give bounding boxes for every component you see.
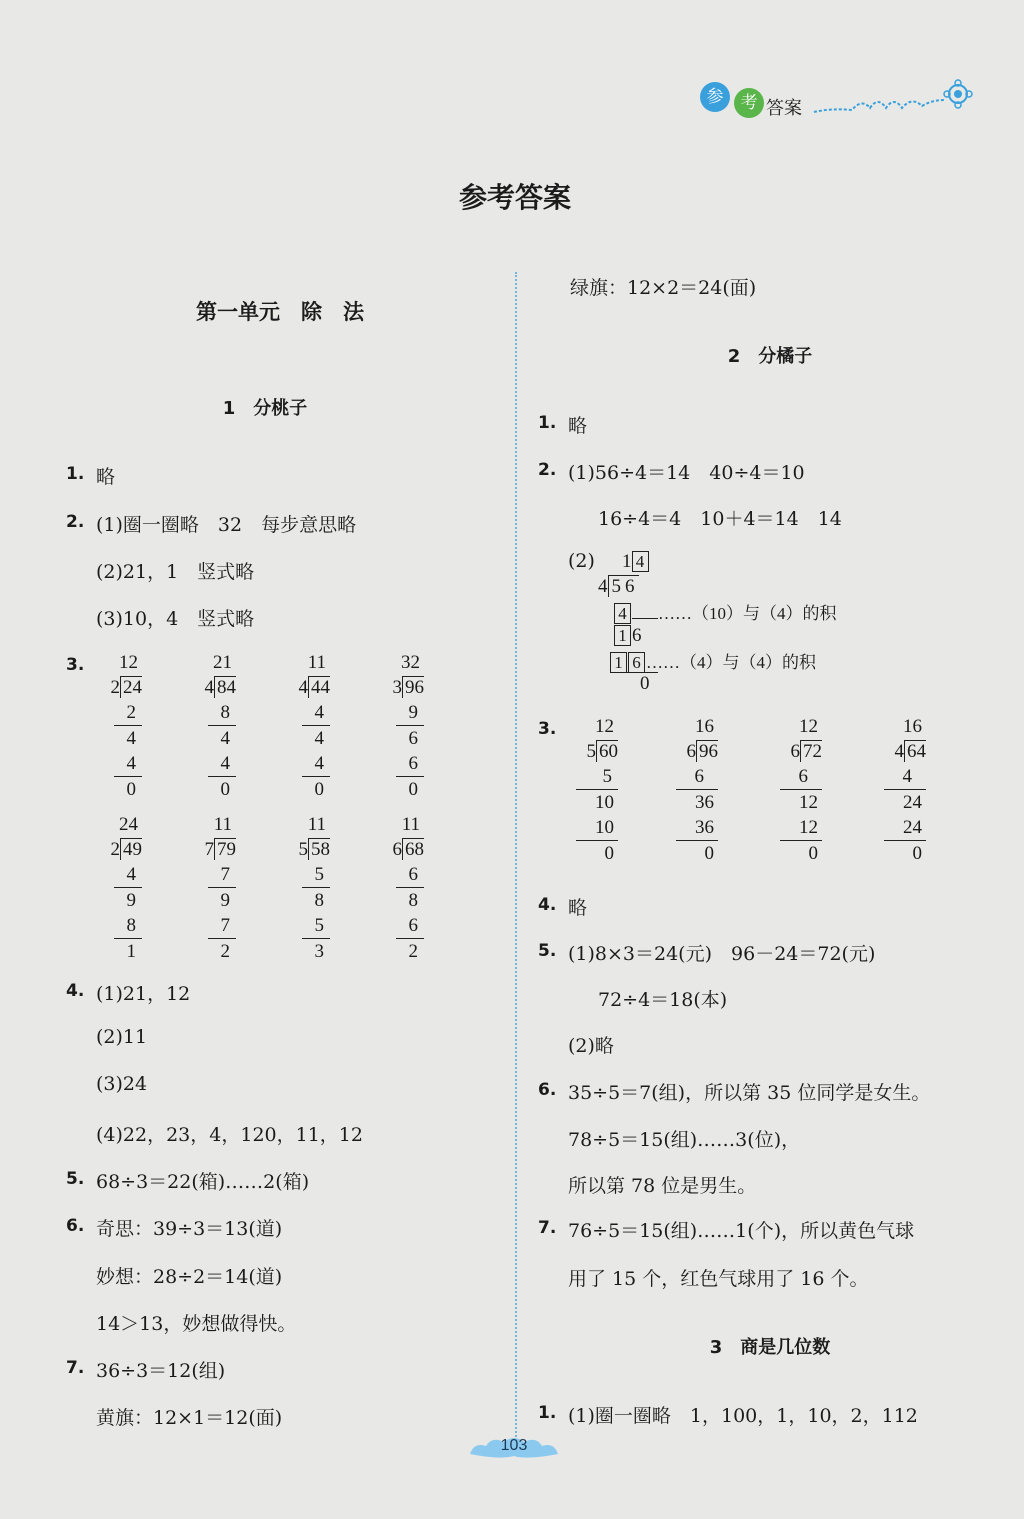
answer-box: 4 bbox=[632, 551, 649, 572]
answer-text: 68÷3＝22(箱)……2(箱) bbox=[96, 1171, 310, 1193]
swirl-decoration-icon bbox=[812, 78, 980, 124]
lesson1-title: 1 分桃子 bbox=[222, 398, 308, 419]
answer-text: (2) bbox=[568, 550, 595, 572]
answer-text: 略 bbox=[568, 415, 588, 437]
question-number: 6. bbox=[66, 1216, 85, 1236]
answer-text: 妙想：28÷2＝14(道) bbox=[96, 1266, 283, 1288]
long-division: 16 6 96 6 36 36 0 bbox=[662, 714, 718, 866]
long-division: 11 6 68 6 8 6 2 bbox=[392, 814, 424, 962]
long-division: 16 4 64 4 24 24 0 bbox=[870, 714, 926, 866]
answer-box: 1 bbox=[614, 625, 631, 646]
answer-text: 72÷4＝18(本) bbox=[598, 989, 728, 1011]
answer-text: (1)圈一圈略 32 每步意思略 bbox=[96, 514, 357, 536]
long-division: 12 6 72 6 12 12 0 bbox=[766, 714, 822, 866]
long-division: 11 7 79 7 9 7 2 bbox=[204, 814, 236, 962]
page-title: 参考答案 bbox=[458, 181, 571, 214]
question-number: 5. bbox=[538, 941, 557, 961]
answer-text: 黄旗：12×1＝12(面) bbox=[96, 1407, 283, 1429]
question-number: 6. bbox=[538, 1080, 557, 1100]
answer-text: 36÷3＝12(组) bbox=[96, 1360, 226, 1382]
question-number: 4. bbox=[66, 981, 85, 1001]
box-division: 1 4 bbox=[618, 550, 650, 574]
answer-text: 用了 15 个，红色气球用了 16 个。 bbox=[568, 1268, 869, 1290]
lesson2-title: 2 分橘子 bbox=[727, 346, 813, 367]
question-number: 1. bbox=[538, 1403, 557, 1423]
box-division-body: 4 56 bbox=[598, 576, 639, 597]
long-division: 11 5 58 5 8 5 3 bbox=[298, 814, 330, 962]
question-number: 3. bbox=[66, 655, 85, 675]
answer-text: (1)56÷4＝14 40÷4＝10 bbox=[568, 462, 805, 484]
column-divider bbox=[515, 272, 517, 1452]
answer-text: (2)略 bbox=[568, 1035, 614, 1057]
question-number: 2. bbox=[66, 512, 85, 532]
long-division: 11 4 44 4 4 4 0 bbox=[298, 652, 330, 800]
answer-text: (3)24 bbox=[96, 1073, 148, 1095]
box-step: 1 6 ……（4）与（4）的积 bbox=[610, 648, 816, 674]
answer-text: (3)10，4 竖式略 bbox=[96, 608, 255, 630]
answer-box: 4 bbox=[614, 603, 631, 624]
answer-text: 76÷5＝15(组)……1(个)，所以黄色气球 bbox=[568, 1220, 915, 1242]
long-division: 12 2 24 2 4 4 0 bbox=[110, 652, 142, 800]
unit-title: 第一单元 除 法 bbox=[196, 300, 364, 324]
question-number: 2. bbox=[538, 460, 557, 480]
answer-text: 14＞13，妙想做得快。 bbox=[96, 1313, 297, 1335]
header-badge bbox=[700, 78, 980, 124]
question-number: 4. bbox=[538, 895, 557, 915]
long-division: 32 3 96 9 6 6 0 bbox=[392, 652, 424, 800]
question-number: 5. bbox=[66, 1169, 85, 1189]
badge-char-1: 参 bbox=[700, 82, 730, 112]
question-number: 7. bbox=[538, 1218, 557, 1238]
answer-text: 16÷4＝4 10＋4＝14 14 bbox=[598, 508, 842, 530]
answer-text: (2)11 bbox=[96, 1026, 148, 1048]
question-number: 1. bbox=[66, 464, 85, 484]
page-number: 103 bbox=[500, 1437, 528, 1454]
answer-text: 奇思：39÷3＝13(道) bbox=[96, 1218, 283, 1240]
remainder: 0 bbox=[640, 673, 650, 694]
answer-box: 6 bbox=[628, 652, 645, 673]
flower-icon bbox=[944, 80, 972, 108]
long-division: 21 4 84 8 4 4 0 bbox=[204, 652, 236, 800]
answer-text: (1)8×3＝24(元) 96－24＝72(元) bbox=[568, 943, 876, 965]
answer-text: 35÷5＝7(组)，所以第 35 位同学是女生。 bbox=[568, 1082, 931, 1104]
badge-text: 答案 bbox=[766, 98, 802, 119]
answer-text: 略 bbox=[568, 897, 588, 919]
question-number: 1. bbox=[538, 413, 557, 433]
answer-text: 78÷5＝15(组)……3(位)， bbox=[568, 1129, 801, 1151]
long-division: 24 2 49 4 9 8 1 bbox=[110, 814, 142, 962]
long-division: 12 5 60 5 10 10 0 bbox=[562, 714, 618, 866]
answer-text: 略 bbox=[96, 466, 116, 488]
answer-text: (1)21，12 bbox=[96, 983, 191, 1005]
box-step: 4 ……（10）与（4）的积 bbox=[614, 599, 837, 625]
answer-box: 1 bbox=[610, 652, 627, 673]
answer-text: (2)21，1 竖式略 bbox=[96, 561, 255, 583]
answer-text: 所以第 78 位是男生。 bbox=[568, 1175, 757, 1197]
page-number-badge bbox=[466, 1432, 562, 1462]
box-step: 1 6 bbox=[614, 625, 642, 647]
badge-char-2: 考 bbox=[734, 88, 764, 118]
answer-text: 绿旗：12×2＝24(面) bbox=[570, 277, 757, 299]
answer-text: (1)圈一圈略 1，100，1，10，2，112 bbox=[568, 1405, 918, 1427]
lesson3-title: 3 商是几位数 bbox=[709, 1337, 831, 1358]
question-number: 7. bbox=[66, 1358, 85, 1378]
answer-text: (4)22，23，4，120，11，12 bbox=[96, 1124, 363, 1146]
question-number: 3. bbox=[538, 719, 557, 739]
